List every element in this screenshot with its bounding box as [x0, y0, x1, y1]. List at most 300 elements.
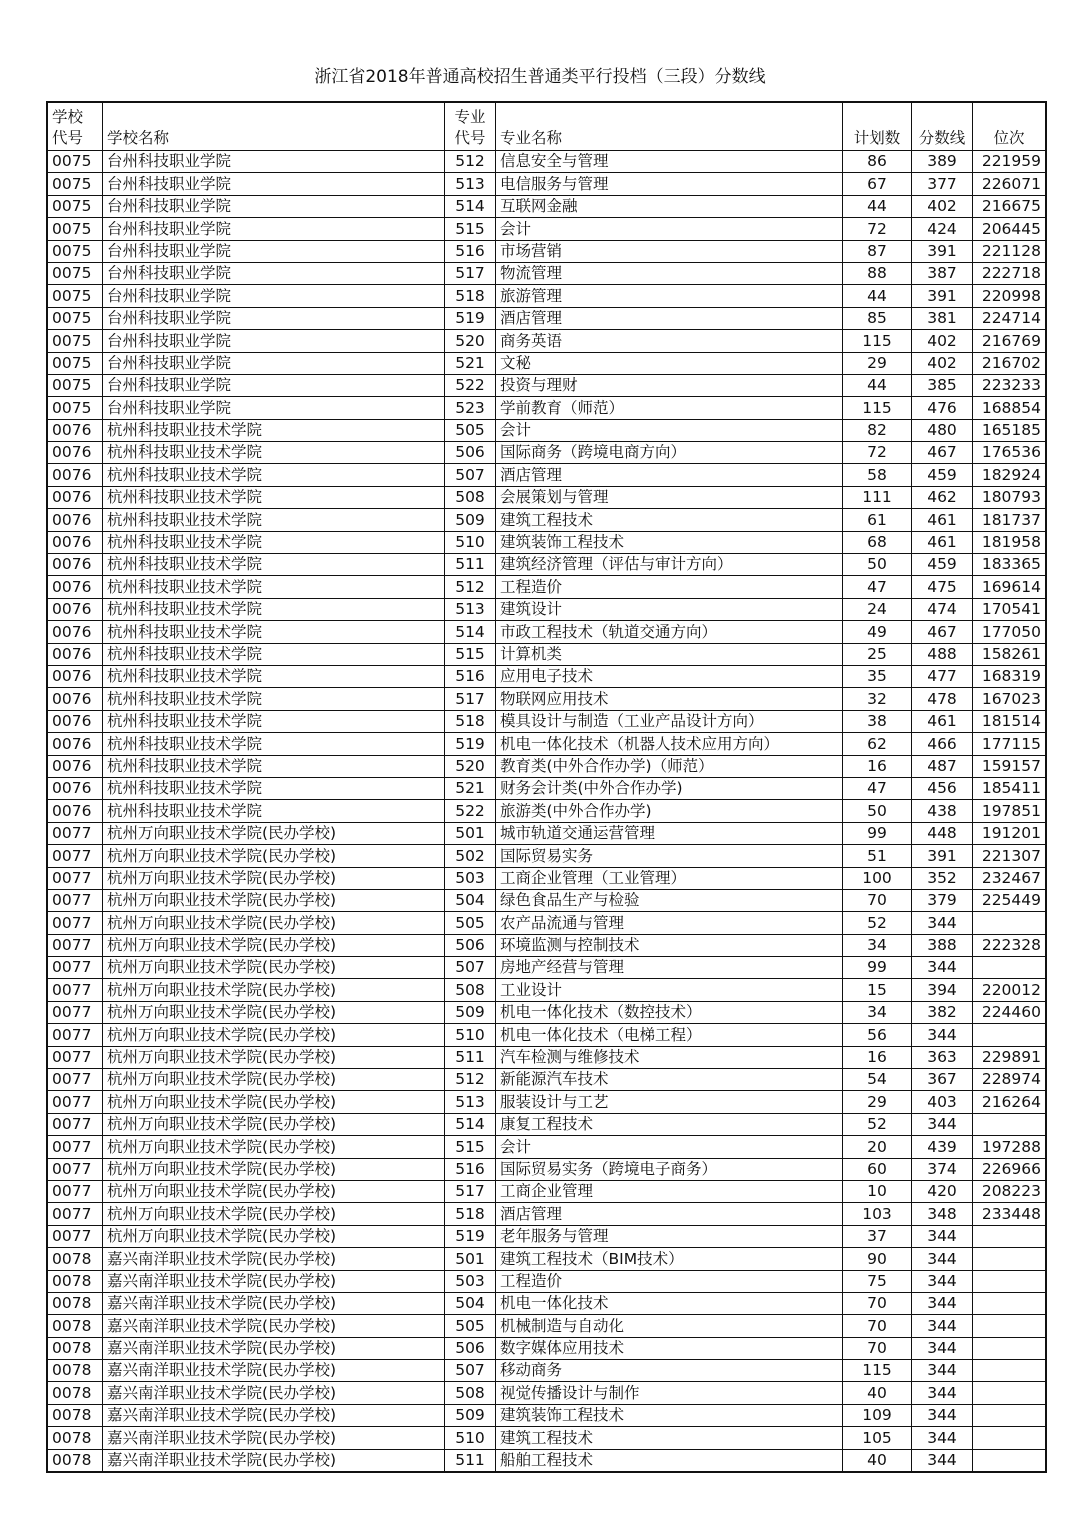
table-row [47, 442, 1046, 464]
cell-major-code: 507 [445, 464, 496, 486]
cell-major-name: 市场营销 [496, 240, 843, 262]
cell-major-code: 509 [445, 509, 496, 531]
cell-major-code: 517 [445, 688, 496, 710]
cell-major-name: 机电一体化技术（机器人技术应用方向） [496, 733, 843, 755]
cell-rank: 216769 [973, 330, 1047, 352]
table-row [47, 576, 1046, 598]
cell-major-code: 516 [445, 1158, 496, 1180]
cell-major-code: 510 [445, 1427, 496, 1449]
cell-school-name: 杭州科技职业技术学院 [103, 598, 445, 620]
table-row [47, 889, 1046, 911]
cell-plan: 105 [843, 1427, 912, 1449]
table-row [47, 1337, 1046, 1359]
cell-school-code: 0075 [47, 240, 103, 262]
cell-school-code: 0076 [47, 755, 103, 777]
cell-score: 344 [912, 1248, 973, 1270]
cell-score: 344 [912, 1315, 973, 1337]
cell-school-name: 杭州科技职业技术学院 [103, 576, 445, 598]
cell-rank: 221307 [973, 845, 1047, 867]
cell-rank [973, 1248, 1047, 1270]
cell-score: 344 [912, 957, 973, 979]
cell-school-code: 0075 [47, 374, 103, 396]
cell-major-name: 建筑设计 [496, 598, 843, 620]
cell-score: 344 [912, 1292, 973, 1314]
table-row [47, 554, 1046, 576]
cell-school-code: 0076 [47, 442, 103, 464]
table-row [47, 218, 1046, 240]
header-rank: 位次 [973, 102, 1047, 151]
cell-school-name: 嘉兴南洋职业技术学院(民办学校) [103, 1292, 445, 1314]
cell-school-name: 杭州科技职业技术学院 [103, 442, 445, 464]
cell-major-code: 504 [445, 1292, 496, 1314]
cell-school-name: 杭州科技职业技术学院 [103, 464, 445, 486]
cell-major-code: 515 [445, 643, 496, 665]
cell-school-code: 0076 [47, 419, 103, 441]
cell-score: 344 [912, 1382, 973, 1404]
cell-score: 474 [912, 598, 973, 620]
cell-plan: 62 [843, 733, 912, 755]
cell-school-name: 台州科技职业学院 [103, 374, 445, 396]
cell-school-code: 0077 [47, 1225, 103, 1247]
cell-plan: 44 [843, 285, 912, 307]
cell-major-name: 工业设计 [496, 979, 843, 1001]
cell-major-name: 数字媒体应用技术 [496, 1337, 843, 1359]
cell-score: 367 [912, 1069, 973, 1091]
cell-major-name: 模具设计与制造（工业产品设计方向） [496, 710, 843, 732]
cell-school-code: 0075 [47, 173, 103, 195]
cell-major-code: 512 [445, 151, 496, 173]
cell-score: 381 [912, 307, 973, 329]
cell-major-code: 513 [445, 173, 496, 195]
table-row [47, 1158, 1046, 1180]
cell-major-code: 506 [445, 442, 496, 464]
cell-rank [973, 1270, 1047, 1292]
cell-major-name: 物联网应用技术 [496, 688, 843, 710]
cell-rank: 233448 [973, 1203, 1047, 1225]
cell-score: 382 [912, 1001, 973, 1023]
cell-major-name: 农产品流通与管理 [496, 912, 843, 934]
cell-score: 391 [912, 285, 973, 307]
cell-school-name: 台州科技职业学院 [103, 397, 445, 419]
cell-major-code: 517 [445, 1180, 496, 1202]
cell-school-name: 杭州万向职业技术学院(民办学校) [103, 822, 445, 844]
table-row [47, 1225, 1046, 1247]
cell-score: 478 [912, 688, 973, 710]
cell-major-name: 会展策划与管理 [496, 486, 843, 508]
cell-school-name: 杭州万向职业技术学院(民办学校) [103, 1203, 445, 1225]
cell-score: 352 [912, 867, 973, 889]
cell-plan: 16 [843, 755, 912, 777]
cell-major-name: 老年服务与管理 [496, 1225, 843, 1247]
cell-rank: 226966 [973, 1158, 1047, 1180]
cell-major-name: 教育类(中外合作办学)（师范） [496, 755, 843, 777]
cell-major-name: 酒店管理 [496, 1203, 843, 1225]
cell-school-name: 杭州科技职业技术学院 [103, 486, 445, 508]
cell-plan: 115 [843, 330, 912, 352]
header-school-code-line1: 学校 [52, 108, 84, 126]
cell-school-code: 0076 [47, 576, 103, 598]
cell-score: 461 [912, 710, 973, 732]
cell-rank [973, 1024, 1047, 1046]
cell-plan: 70 [843, 1337, 912, 1359]
table-row [47, 352, 1046, 374]
cell-school-name: 杭州科技职业技术学院 [103, 554, 445, 576]
cell-major-code: 522 [445, 800, 496, 822]
table-row [47, 1113, 1046, 1135]
cell-school-name: 杭州万向职业技术学院(民办学校) [103, 934, 445, 956]
cell-rank [973, 957, 1047, 979]
cell-plan: 38 [843, 710, 912, 732]
cell-major-code: 504 [445, 889, 496, 911]
cell-major-code: 516 [445, 665, 496, 687]
table-header-row [47, 102, 1046, 151]
cell-plan: 100 [843, 867, 912, 889]
cell-major-name: 移动商务 [496, 1360, 843, 1382]
table-row [47, 397, 1046, 419]
cell-rank [973, 1382, 1047, 1404]
cell-plan: 60 [843, 1158, 912, 1180]
cell-rank: 182924 [973, 464, 1047, 486]
cell-score: 459 [912, 554, 973, 576]
cell-major-name: 船舶工程技术 [496, 1449, 843, 1472]
cell-plan: 15 [843, 979, 912, 1001]
cell-school-name: 嘉兴南洋职业技术学院(民办学校) [103, 1382, 445, 1404]
cell-rank: 177115 [973, 733, 1047, 755]
cell-major-code: 519 [445, 733, 496, 755]
cell-school-code: 0077 [47, 912, 103, 934]
cell-major-code: 502 [445, 845, 496, 867]
cell-school-code: 0077 [47, 1046, 103, 1068]
cell-major-name: 建筑装饰工程技术 [496, 1404, 843, 1426]
cell-rank: 165185 [973, 419, 1047, 441]
table-row [47, 1091, 1046, 1113]
cell-school-name: 台州科技职业学院 [103, 240, 445, 262]
cell-plan: 88 [843, 262, 912, 284]
cell-plan: 54 [843, 1069, 912, 1091]
table-row [47, 419, 1046, 441]
cell-school-code: 0075 [47, 151, 103, 173]
cell-school-code: 0075 [47, 307, 103, 329]
cell-rank: 185411 [973, 777, 1047, 799]
cell-major-name: 城市轨道交通运营管理 [496, 822, 843, 844]
cell-rank: 167023 [973, 688, 1047, 710]
cell-major-name: 工程造价 [496, 576, 843, 598]
cell-rank: 216675 [973, 195, 1047, 217]
cell-plan: 35 [843, 665, 912, 687]
cell-score: 477 [912, 665, 973, 687]
table-row [47, 1382, 1046, 1404]
cell-school-code: 0076 [47, 688, 103, 710]
cell-rank: 191201 [973, 822, 1047, 844]
cell-major-code: 508 [445, 979, 496, 1001]
cell-score: 403 [912, 1091, 973, 1113]
cell-plan: 44 [843, 195, 912, 217]
cell-score: 466 [912, 733, 973, 755]
cell-school-name: 杭州科技职业技术学院 [103, 509, 445, 531]
cell-rank: 222328 [973, 934, 1047, 956]
cell-school-name: 杭州万向职业技术学院(民办学校) [103, 1136, 445, 1158]
cell-major-code: 518 [445, 1203, 496, 1225]
cell-score: 344 [912, 1337, 973, 1359]
table-row [47, 688, 1046, 710]
cell-score: 387 [912, 262, 973, 284]
cell-school-name: 杭州万向职业技术学院(民办学校) [103, 1158, 445, 1180]
cell-plan: 61 [843, 509, 912, 531]
table-row [47, 665, 1046, 687]
cell-rank: 158261 [973, 643, 1047, 665]
cell-school-name: 杭州科技职业技术学院 [103, 755, 445, 777]
table-row [47, 777, 1046, 799]
cell-score: 487 [912, 755, 973, 777]
cell-school-name: 台州科技职业学院 [103, 151, 445, 173]
cell-school-name: 杭州万向职业技术学院(民办学校) [103, 1225, 445, 1247]
cell-score: 389 [912, 151, 973, 173]
cell-school-code: 0077 [47, 1069, 103, 1091]
cell-rank: 224460 [973, 1001, 1047, 1023]
cell-school-name: 杭州万向职业技术学院(民办学校) [103, 1069, 445, 1091]
cell-major-code: 506 [445, 1337, 496, 1359]
cell-major-name: 酒店管理 [496, 464, 843, 486]
cell-major-name: 互联网金融 [496, 195, 843, 217]
cell-major-code: 503 [445, 867, 496, 889]
cell-school-code: 0078 [47, 1292, 103, 1314]
table-row [47, 374, 1046, 396]
cell-score: 402 [912, 352, 973, 374]
cell-school-code: 0076 [47, 800, 103, 822]
cell-school-name: 台州科技职业学院 [103, 352, 445, 374]
cell-rank [973, 1449, 1047, 1472]
cell-major-code: 508 [445, 1382, 496, 1404]
table-row [47, 262, 1046, 284]
cell-rank: 159157 [973, 755, 1047, 777]
cell-school-code: 0075 [47, 285, 103, 307]
cell-major-name: 文秘 [496, 352, 843, 374]
cell-major-name: 电信服务与管理 [496, 173, 843, 195]
cell-score: 402 [912, 195, 973, 217]
cell-major-code: 515 [445, 218, 496, 240]
cell-major-name: 机械制造与自动化 [496, 1315, 843, 1337]
cell-school-code: 0077 [47, 1024, 103, 1046]
cell-score: 344 [912, 1360, 973, 1382]
cell-plan: 70 [843, 1292, 912, 1314]
cell-major-code: 511 [445, 1046, 496, 1068]
table-row [47, 509, 1046, 531]
cell-score: 344 [912, 1427, 973, 1449]
cell-school-name: 台州科技职业学院 [103, 173, 445, 195]
cell-school-name: 杭州万向职业技术学院(民办学校) [103, 1024, 445, 1046]
cell-major-name: 旅游管理 [496, 285, 843, 307]
table-row [47, 330, 1046, 352]
table-row [47, 464, 1046, 486]
cell-school-code: 0078 [47, 1404, 103, 1426]
cell-major-code: 501 [445, 822, 496, 844]
cell-plan: 34 [843, 1001, 912, 1023]
cell-school-code: 0077 [47, 1091, 103, 1113]
table-row [47, 486, 1046, 508]
cell-rank: 180793 [973, 486, 1047, 508]
cell-plan: 50 [843, 800, 912, 822]
cell-school-code: 0078 [47, 1427, 103, 1449]
cell-school-code: 0076 [47, 598, 103, 620]
cell-plan: 72 [843, 442, 912, 464]
cell-plan: 103 [843, 1203, 912, 1225]
cell-score: 348 [912, 1203, 973, 1225]
cell-rank: 221128 [973, 240, 1047, 262]
cell-major-code: 519 [445, 1225, 496, 1247]
table-row [47, 1427, 1046, 1449]
cell-school-code: 0076 [47, 554, 103, 576]
cell-score: 388 [912, 934, 973, 956]
cell-rank: 176536 [973, 442, 1047, 464]
cell-score: 488 [912, 643, 973, 665]
cell-plan: 87 [843, 240, 912, 262]
cell-school-code: 0077 [47, 889, 103, 911]
cell-rank: 216702 [973, 352, 1047, 374]
cell-school-code: 0077 [47, 845, 103, 867]
cell-school-code: 0076 [47, 621, 103, 643]
header-score: 分数线 [912, 102, 973, 151]
cell-score: 394 [912, 979, 973, 1001]
cell-rank: 222718 [973, 262, 1047, 284]
cell-rank: 232467 [973, 867, 1047, 889]
cell-score: 379 [912, 889, 973, 911]
table-row [47, 1248, 1046, 1270]
cell-rank: 224714 [973, 307, 1047, 329]
cell-major-code: 514 [445, 621, 496, 643]
cell-major-code: 521 [445, 352, 496, 374]
table-row [47, 151, 1046, 173]
cell-major-code: 507 [445, 957, 496, 979]
cell-rank: 208223 [973, 1180, 1047, 1202]
cell-school-code: 0077 [47, 979, 103, 1001]
cell-major-code: 514 [445, 1113, 496, 1135]
cell-school-name: 嘉兴南洋职业技术学院(民办学校) [103, 1337, 445, 1359]
cell-plan: 82 [843, 419, 912, 441]
cell-school-code: 0078 [47, 1248, 103, 1270]
table-row [47, 173, 1046, 195]
cell-score: 475 [912, 576, 973, 598]
cell-plan: 29 [843, 352, 912, 374]
cell-plan: 47 [843, 576, 912, 598]
cell-plan: 34 [843, 934, 912, 956]
cell-rank: 229891 [973, 1046, 1047, 1068]
cell-school-code: 0075 [47, 262, 103, 284]
cell-school-name: 嘉兴南洋职业技术学院(民办学校) [103, 1449, 445, 1472]
table-row [47, 1404, 1046, 1426]
cell-major-code: 518 [445, 710, 496, 732]
table-row [47, 1360, 1046, 1382]
table-row [47, 733, 1046, 755]
table-row [47, 867, 1046, 889]
cell-major-code: 522 [445, 374, 496, 396]
score-table [46, 101, 1047, 1473]
cell-school-code: 0076 [47, 531, 103, 553]
cell-school-name: 杭州万向职业技术学院(民办学校) [103, 1113, 445, 1135]
table-row [47, 1046, 1046, 1068]
cell-plan: 24 [843, 598, 912, 620]
cell-major-name: 房地产经营与管理 [496, 957, 843, 979]
cell-school-name: 台州科技职业学院 [103, 285, 445, 307]
cell-score: 467 [912, 621, 973, 643]
cell-plan: 90 [843, 1248, 912, 1270]
cell-plan: 75 [843, 1270, 912, 1292]
cell-major-name: 学前教育（师范） [496, 397, 843, 419]
cell-score: 438 [912, 800, 973, 822]
cell-plan: 44 [843, 374, 912, 396]
table-row [47, 1315, 1046, 1337]
cell-school-name: 台州科技职业学院 [103, 195, 445, 217]
cell-score: 385 [912, 374, 973, 396]
cell-rank: 220012 [973, 979, 1047, 1001]
cell-rank: 168319 [973, 665, 1047, 687]
table-row [47, 1069, 1046, 1091]
cell-plan: 109 [843, 1404, 912, 1426]
cell-school-code: 0077 [47, 1180, 103, 1202]
cell-rank [973, 1315, 1047, 1337]
cell-rank [973, 1292, 1047, 1314]
cell-major-name: 物流管理 [496, 262, 843, 284]
cell-school-code: 0076 [47, 665, 103, 687]
table-row [47, 800, 1046, 822]
cell-plan: 70 [843, 1315, 912, 1337]
cell-major-name: 国际贸易实务（跨境电子商务） [496, 1158, 843, 1180]
cell-school-code: 0076 [47, 777, 103, 799]
cell-plan: 40 [843, 1449, 912, 1472]
cell-plan: 85 [843, 307, 912, 329]
cell-score: 377 [912, 173, 973, 195]
table-row [47, 1180, 1046, 1202]
cell-major-code: 512 [445, 576, 496, 598]
cell-school-name: 杭州万向职业技术学院(民办学校) [103, 979, 445, 1001]
header-major-name: 专业名称 [496, 102, 843, 151]
cell-score: 391 [912, 845, 973, 867]
cell-school-code: 0078 [47, 1315, 103, 1337]
cell-score: 480 [912, 419, 973, 441]
cell-school-name: 杭州万向职业技术学院(民办学校) [103, 957, 445, 979]
cell-major-name: 会计 [496, 419, 843, 441]
cell-major-code: 510 [445, 531, 496, 553]
cell-school-code: 0078 [47, 1270, 103, 1292]
cell-school-name: 杭州万向职业技术学院(民办学校) [103, 867, 445, 889]
cell-plan: 51 [843, 845, 912, 867]
cell-rank: 181958 [973, 531, 1047, 553]
cell-score: 439 [912, 1136, 973, 1158]
cell-school-name: 杭州科技职业技术学院 [103, 531, 445, 553]
cell-plan: 58 [843, 464, 912, 486]
cell-school-name: 杭州科技职业技术学院 [103, 621, 445, 643]
cell-major-code: 520 [445, 755, 496, 777]
cell-school-code: 0077 [47, 822, 103, 844]
cell-plan: 37 [843, 1225, 912, 1247]
cell-score: 344 [912, 1404, 973, 1426]
cell-plan: 115 [843, 1360, 912, 1382]
cell-school-code: 0075 [47, 397, 103, 419]
table-row [47, 195, 1046, 217]
cell-rank [973, 1225, 1047, 1247]
cell-major-name: 新能源汽车技术 [496, 1069, 843, 1091]
cell-major-code: 509 [445, 1001, 496, 1023]
cell-school-name: 杭州科技职业技术学院 [103, 665, 445, 687]
table-row [47, 1203, 1046, 1225]
cell-rank [973, 1337, 1047, 1359]
cell-plan: 67 [843, 173, 912, 195]
cell-rank: 226071 [973, 173, 1047, 195]
cell-rank: 206445 [973, 218, 1047, 240]
cell-rank: 181737 [973, 509, 1047, 531]
cell-score: 462 [912, 486, 973, 508]
cell-school-name: 嘉兴南洋职业技术学院(民办学校) [103, 1270, 445, 1292]
cell-rank: 169614 [973, 576, 1047, 598]
